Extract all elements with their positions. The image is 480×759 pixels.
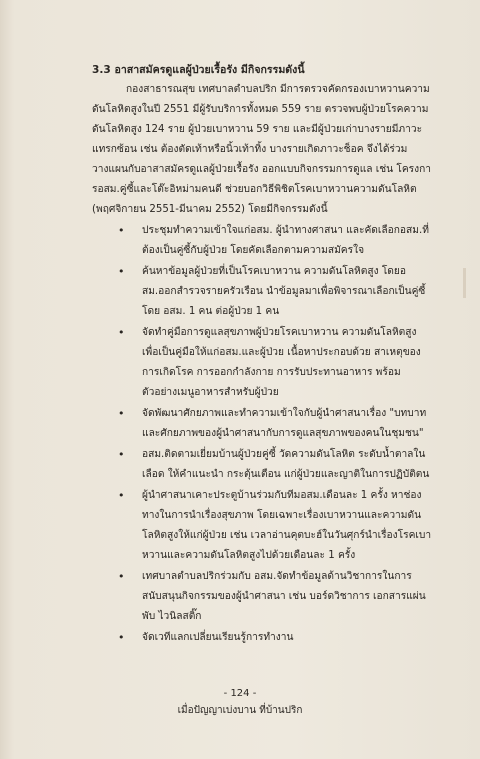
section-heading: 3.3 อาสาสมัครดูแลผู้ป่วยเรื้อรัง มีกิจกรรมดังนี้ [92, 64, 305, 76]
list-item [92, 221, 432, 261]
list-item [92, 323, 432, 403]
list-item-text: จัดพัฒนาศักยภาพและทำความเข้าใจกับผู้นำศาสนาเรื่อง "บทบาทและศักยภาพของผู้นำศาสนากับการดูแลสุขภาพของคนในชุมชน" [142, 408, 427, 439]
list-item-text: ผู้นำศาสนาเคาะประตูบ้านร่วมกับทีมอสม.เดือนละ 1 ครั้ง หาช่องทางในการนำเรื่องสุขภาพ โดยเฉพาะเรื่องเบาหวานและความดันโลหิตสูงให้แก่ผู้ป่วย เช่น เวลาอ่านคุตบะฮ์ในวันศุกร์นำเรื่องโรคเบาหวานและความดันโลหิตสูงไปด้วยเดือนละ 1 ครั้ง [142, 490, 432, 561]
bullet-icon: • [118, 407, 125, 420]
list-item-text: จัดทำคู่มือการดูแลสุขภาพผู้ป่วยโรคเบาหวาน ความดันโลหิตสูงเพื่อเป็นคู่มือให้แก่อสม.และผู้ป่วย เนื้อหาประกอบด้วย สาเหตุของการเกิดโรค การออกกำลังกาย การรับประทานอาหาร พร้อมตัวอย่างเมนูอาหารสำหรับผู้ป่วย [142, 327, 421, 398]
list-item [92, 628, 432, 648]
bullet-icon: • [118, 570, 125, 583]
page-edge-mark [463, 268, 466, 298]
section-content [92, 60, 432, 648]
list-item [92, 262, 432, 322]
list-item-text: จัดเวทีแลกเปลี่ยนเรียนรู้การทำงาน [142, 632, 294, 643]
bullet-icon: • [118, 265, 125, 278]
bullet-icon: • [118, 326, 125, 339]
bullet-icon: • [118, 631, 125, 644]
bullet-icon: • [118, 448, 125, 461]
intro-paragraph: กองสาธารณสุข เทศบาลตำบลปริก มีการตรวจคัดกรองเบาหวานความดันโลหิตสูงในปี 2551 มีผู้รับบริการทั้งหมด 559 ราย ตรวจพบผู้ป่วยโรคความดันโลหิตสูง 124 ราย ผู้ป่วยเบาหวาน 59 ราย และมีผู้ป่วยเก่าบางรายมีภาวะแทรกซ้อน เช่น ต้องตัดเท้าหรือนิ้วเท้าทิ้ง บางรายเกิดภาวะช็อค จึงได้ร่วมวางแผนกับอาสาสมัครดูแลผู้ป่วยเรื้อรัง ออกแบบกิจกรรมการดูแล เช่น โครงการอสม.คู่ซี้และโต๊ะอิหม่ามคนดี ช่วยบอกวิธีพิชิตโรคเบาหวานความดันโลหิต (พฤศจิกายน 2551-มีนาคม 2552) โดยมีกิจกรรมดังนี้ [92, 84, 431, 215]
list-item-text: ประชุมทำความเข้าใจแก่อสม. ผู้นำทางศาสนา และคัดเลือกอสม.ที่ต้องเป็นคู่ซี้กับผู้ป่วย โดยคัดเลือกตามความสมัครใจ [142, 225, 429, 256]
list-item-text: เทศบาลตำบลปริกร่วมกับ อสม.จัดทำข้อมูลด้านวิชาการในการสนับสนุนกิจกรรมของผู้นำศาสนา เช่น บอร์ดวิชาการ เอกสารแผ่นพับ ไวนิลสติ๊ก [142, 571, 426, 622]
list-item-text: ค้นหาข้อมูลผู้ป่วยที่เป็นโรคเบาหวาน ความดันโลหิตสูง โดยอสม.ออกสำรวจรายครัวเรือน นำข้อมูลมาเพื่อพิจารณาเลือกเป็นคู่ซี้ โดย อสม. 1 คน ต่อผู้ป่วย 1 คน [142, 266, 426, 317]
bullet-icon: • [118, 489, 125, 502]
list-item [92, 567, 432, 627]
list-item [92, 445, 432, 485]
list-item [92, 486, 432, 566]
page-number: - 124 - [223, 688, 257, 699]
bullet-icon: • [118, 224, 125, 237]
list-item-text: อสม.ติดตามเยี่ยมบ้านผู้ป่วยคู่ซี้ วัดความดันโลหิต ระดับน้ำตาลในเลือด ให้คำแนะนำ กระตุ้นเตือน แก่ผู้ป่วยและญาติในการปฏิบัติตน [142, 449, 430, 480]
activity-list [92, 221, 432, 648]
list-item [92, 404, 432, 444]
book-title: เมื่อปัญญาเบ่งบาน ที่บ้านปริก [177, 705, 303, 716]
